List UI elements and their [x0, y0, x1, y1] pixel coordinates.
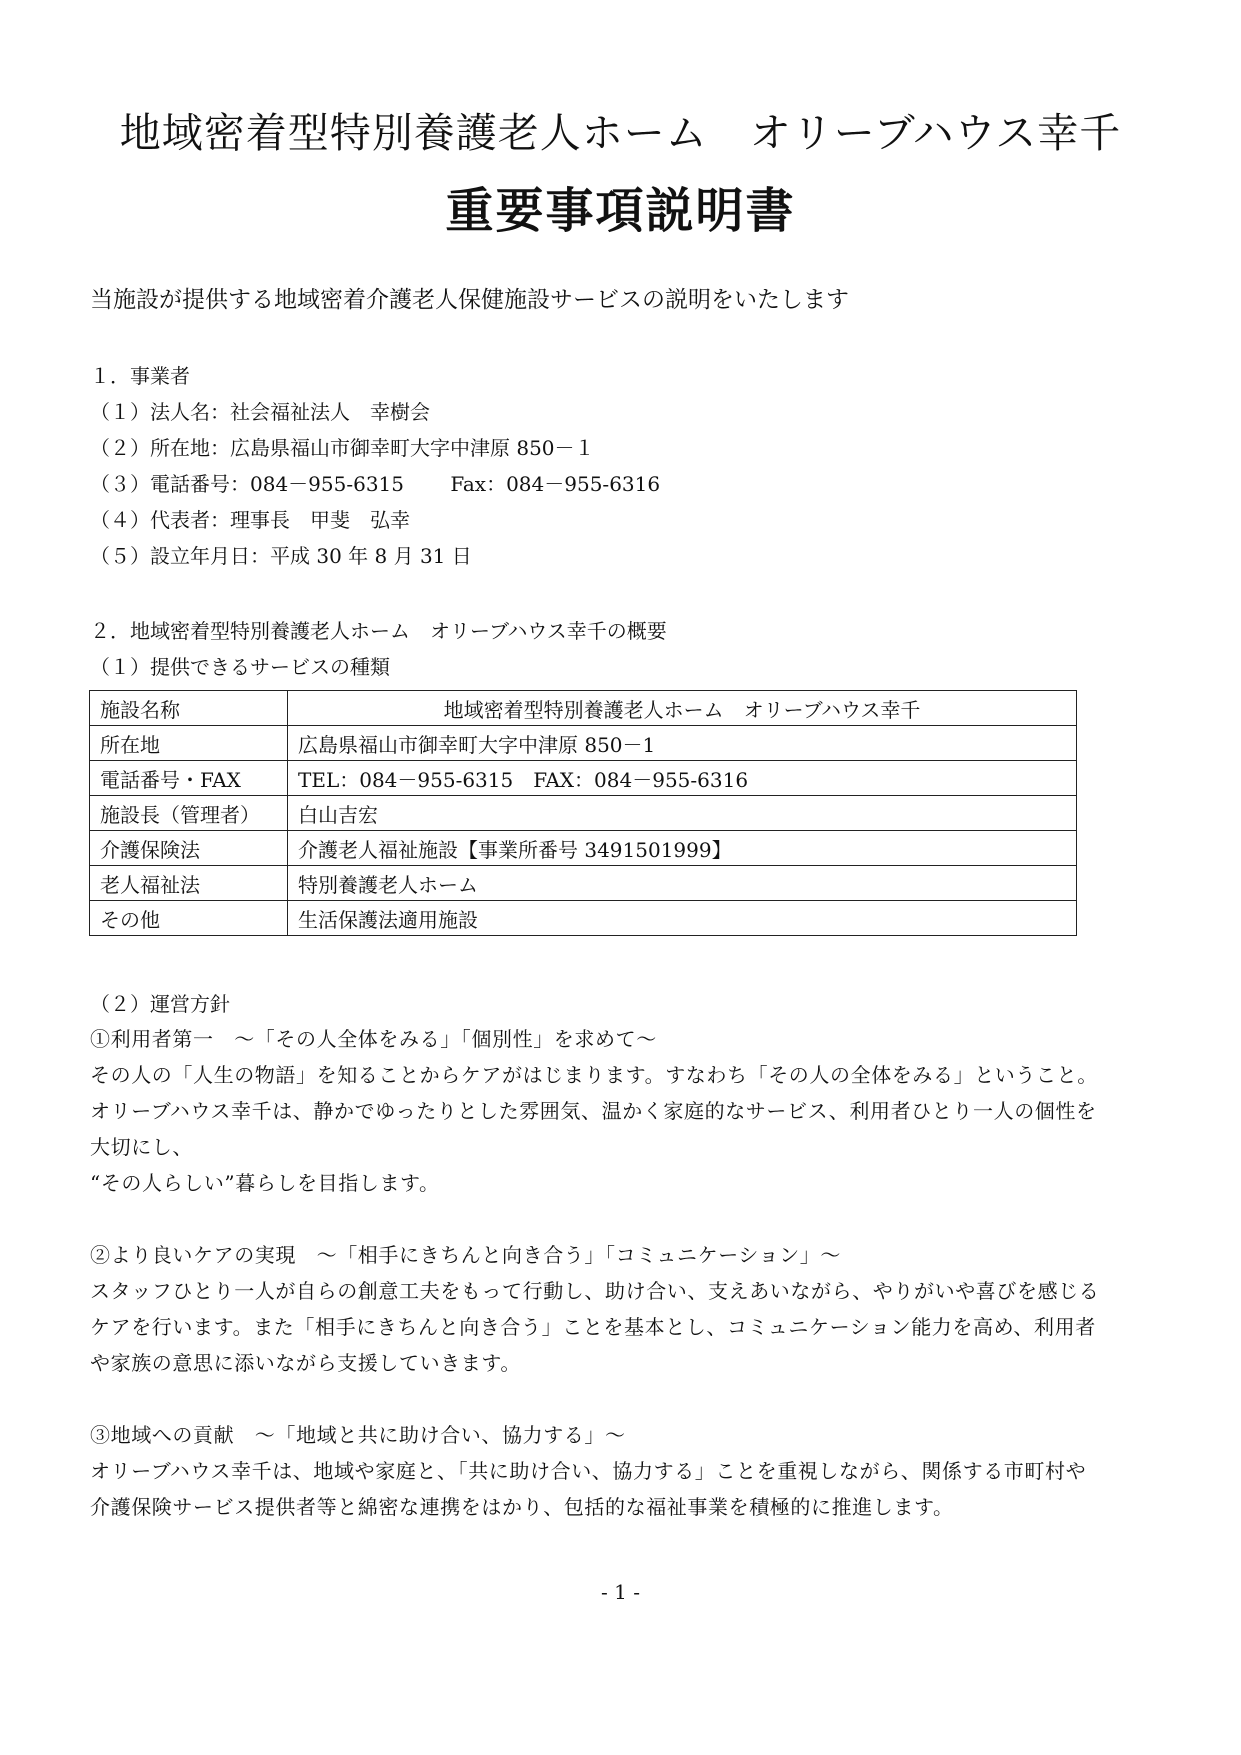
table-value: 白山吉宏	[288, 796, 1077, 831]
page-number: - 1 -	[601, 1580, 640, 1604]
table-value: 介護老人福祉施設【事業所番号 3491501999】	[288, 831, 1077, 866]
table-row	[90, 831, 1077, 866]
facility-title: 地域密着型特別養護老人ホーム オリーブハウス幸千	[119, 109, 1122, 157]
table-value: 広島県福山市御幸町大字中津原 850－1	[288, 726, 1077, 761]
policy3-heading: ③地域への貢献 ～「地域と共に助け合い、協力する」～	[90, 1423, 626, 1447]
policy-subheading: （２）運営方針	[90, 992, 230, 1016]
policy1-line: “その人らしい”暮らしを目指します。	[90, 1171, 440, 1195]
document-title: 重要事項説明書	[445, 183, 796, 239]
operator-established: （５）設立年月日：平成 30 年 8 月 31 日	[90, 544, 472, 568]
table-row	[90, 691, 1077, 726]
table-key: 電話番号・FAX	[90, 761, 288, 796]
section1-heading: １．事業者	[90, 364, 190, 388]
table-value: 地域密着型特別養護老人ホーム オリーブハウス幸千	[288, 691, 1077, 726]
policy2-block	[90, 1237, 1155, 1381]
table-row	[90, 901, 1077, 936]
table-value: 生活保護法適用施設	[288, 901, 1077, 936]
policy1-heading: ①利用者第一 ～「その人全体をみる」「個別性」を求めて～	[90, 1027, 657, 1051]
table-key: 介護保険法	[90, 831, 288, 866]
table-row	[90, 866, 1077, 901]
policy1-line: 大切にし、	[90, 1135, 193, 1159]
table-value: 特別養護老人ホーム	[288, 866, 1077, 901]
table-key: 施設長（管理者）	[90, 796, 288, 831]
policy2-line: ケアを行います。また「相手にきちんと向き合う」ことを基本とし、コミュニケーション能力を高め、利用者	[90, 1315, 1096, 1339]
table-row	[90, 796, 1077, 831]
operator-address: （２）所在地：広島県福山市御幸町大字中津原 850－１	[90, 436, 595, 460]
operator-name: （１）法人名：社会福祉法人 幸樹会	[90, 400, 430, 424]
policy3-line: 介護保険サービス提供者等と綿密な連携をはかり、包括的な福祉事業を積極的に推進します。	[90, 1495, 954, 1519]
facility-info-table	[89, 690, 1077, 936]
table-value: TEL：084－955-6315 FAX：084－955-6316	[288, 761, 1077, 796]
policy2-line: や家族の意思に添いながら支援していきます。	[90, 1351, 521, 1375]
intro-text: 当施設が提供する地域密着介護老人保健施設サービスの説明をいたします	[90, 287, 849, 313]
operator-representative: （４）代表者：理事長 甲斐 弘幸	[90, 508, 410, 532]
operator-phone: （３）電話番号：084－955-6315 Fax：084－955-6316	[90, 472, 661, 496]
policy2-line: スタッフひとり一人が自らの創意工夫をもって行動し、助け合い、支えあいながら、やりがいや喜びを感じる	[90, 1279, 1100, 1303]
table-row	[90, 726, 1077, 761]
table-key: 施設名称	[90, 691, 288, 726]
policy1-block	[90, 1021, 1155, 1201]
services-subheading: （１）提供できるサービスの種類	[90, 655, 390, 679]
table-key: 老人福祉法	[90, 866, 288, 901]
section2-heading: ２．地域密着型特別養護老人ホーム オリーブハウス幸千の概要	[90, 619, 667, 643]
policy1-line: その人の「人生の物語」を知ることからケアがはじまります。すなわち「その人の全体をみる」ということ。	[90, 1063, 1098, 1087]
table-key: 所在地	[90, 726, 288, 761]
table-key: その他	[90, 901, 288, 936]
table-row	[90, 761, 1077, 796]
policy1-line: オリーブハウス幸千は、静かでゆったりとした雰囲気、温かく家庭的なサービス、利用者ひとり一人の個性を	[90, 1099, 1097, 1123]
policy2-heading: ②より良いケアの実現 ～「相手にきちんと向き合う」「コミュニケーション」～	[90, 1243, 841, 1267]
policy3-line: オリーブハウス幸千は、地域や家庭と、「共に助け合い、協力する」ことを重視しながら、関係する市町村や	[90, 1459, 1087, 1483]
policy3-block	[90, 1417, 1155, 1525]
